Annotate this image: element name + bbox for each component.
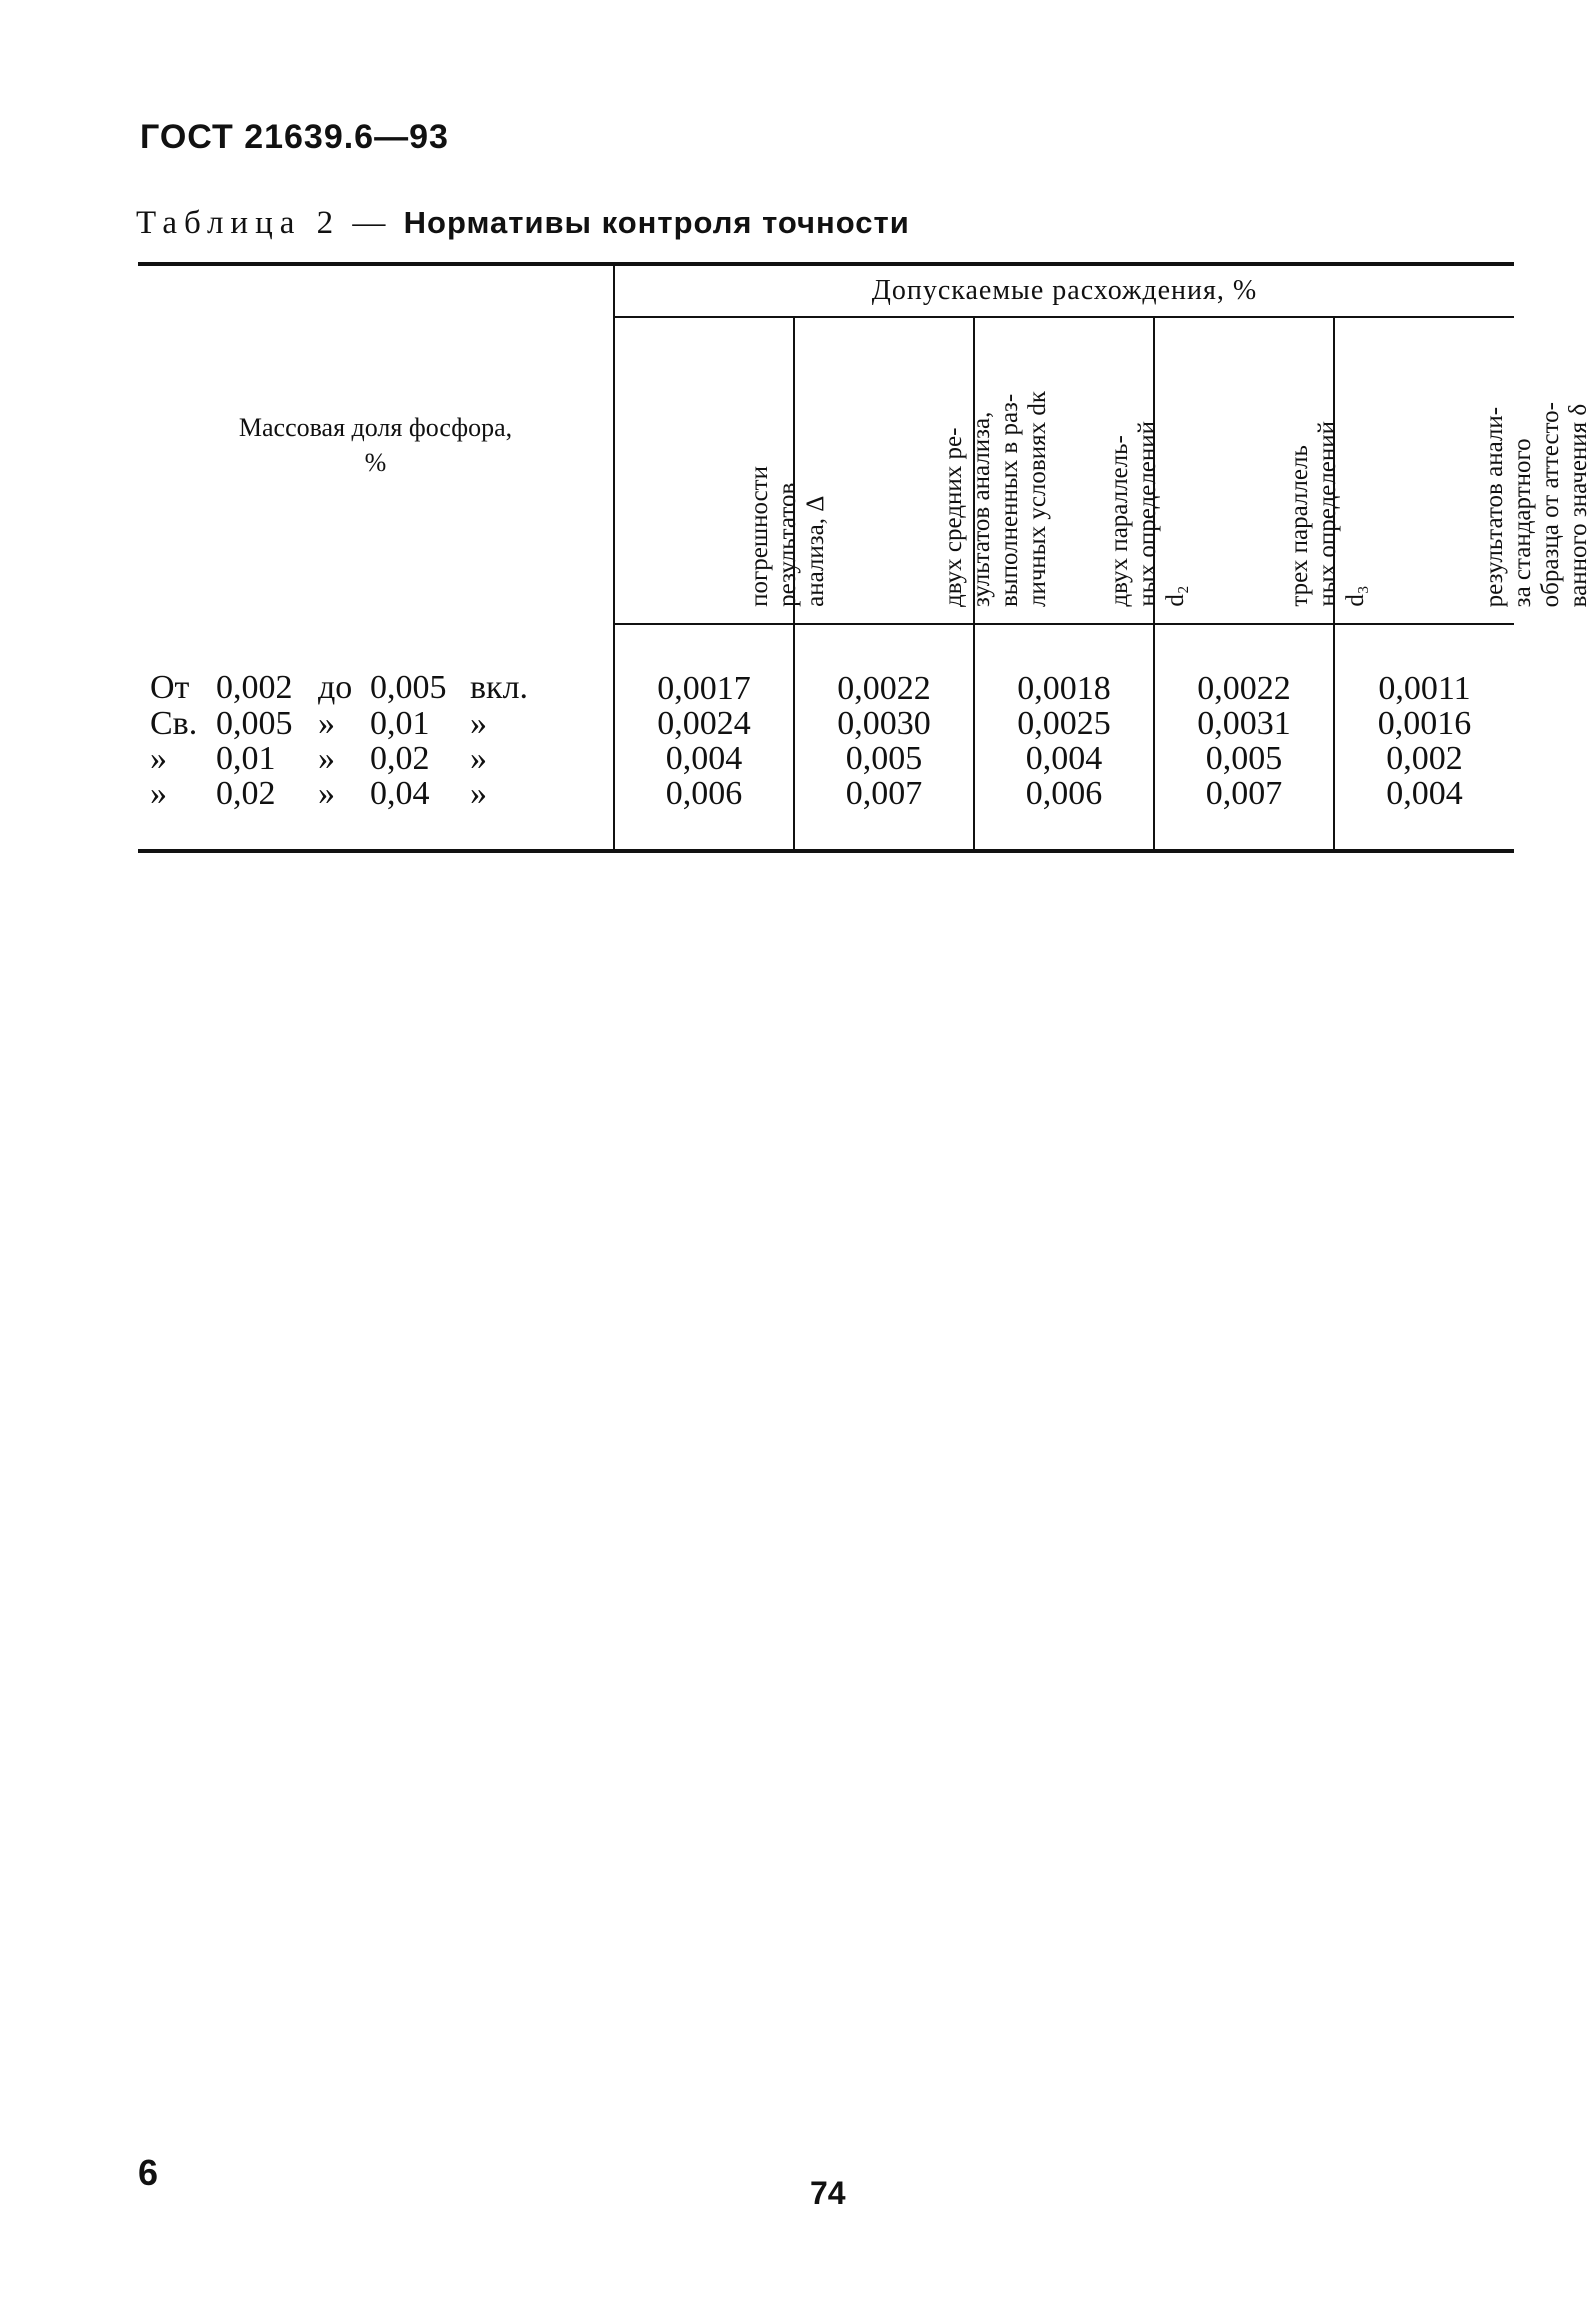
value-cell: 0,0030 [794, 706, 974, 741]
value-cell: 0,005 [794, 741, 974, 776]
column-header-line: двух параллель- [1106, 435, 1133, 607]
value-cell: 0,005 [1154, 741, 1334, 776]
range-suffix: » [470, 705, 487, 742]
range-mid: до [318, 669, 353, 706]
mass-range-cell [138, 776, 614, 851]
column-header-line: анализа, Δ [802, 495, 829, 607]
table-caption-dash: — [352, 205, 386, 241]
column-header-reference-sample [1334, 317, 1592, 624]
table-row [138, 624, 1514, 706]
range-from: 0,005 [216, 705, 293, 742]
value-cell: 0,004 [614, 741, 794, 776]
value-cell: 0,0018 [974, 624, 1154, 706]
range-suffix: » [470, 775, 487, 812]
column-header-line: ных определений [1314, 421, 1341, 607]
value-cell: 0,002 [1334, 741, 1514, 776]
value-cell: 0,0017 [614, 624, 794, 706]
range-mid: » [318, 705, 335, 742]
mass-range-cell [138, 741, 614, 776]
range-mid: » [318, 740, 335, 777]
column-header-line: зультатов анализа, [968, 411, 995, 607]
value-cell: 0,006 [614, 776, 794, 851]
column-header-line: трех параллель [1286, 445, 1313, 607]
mass-fraction-header [138, 264, 614, 624]
table-caption-label: Таблица 2 [136, 205, 341, 241]
column-header-line: d₃ [1342, 585, 1369, 607]
range-suffix: вкл. [470, 669, 529, 706]
range-from: 0,002 [216, 669, 293, 706]
mass-range-cell [138, 624, 614, 706]
column-header-two-parallel [974, 317, 1189, 624]
range-to: 0,005 [370, 669, 447, 706]
norms-table [138, 262, 1592, 853]
column-header-three-parallel [1154, 317, 1369, 624]
value-cell: 0,0024 [614, 706, 794, 741]
document-header: ГОСТ 21639.6—93 [140, 118, 449, 156]
range-prefix: Св. [150, 705, 198, 742]
range-prefix: » [150, 740, 167, 777]
value-cell: 0,0025 [974, 706, 1154, 741]
column-header-accuracy [614, 317, 829, 624]
value-cell: 0,007 [794, 776, 974, 851]
column-header-two-means [794, 317, 1051, 624]
table-caption [136, 205, 910, 242]
range-to: 0,02 [370, 740, 430, 777]
range-to: 0,04 [370, 775, 430, 812]
value-cell: 0,0031 [1154, 706, 1334, 741]
table-row [138, 741, 1514, 776]
table-caption-title: Нормативы контроля точности [403, 205, 910, 240]
value-cell: 0,006 [974, 776, 1154, 851]
column-header-line: личных условиях dк [1024, 390, 1051, 607]
column-header-line: d₂ [1162, 585, 1189, 607]
column-header-line: за стандартного [1508, 438, 1536, 607]
table-row [138, 776, 1514, 851]
mass-fraction-header-unit: % [364, 448, 387, 477]
page-number-left: 6 [138, 2152, 159, 2193]
value-cell: 0,004 [974, 741, 1154, 776]
mass-range-cell [138, 706, 614, 741]
column-header-line: образца от аттесто- [1536, 401, 1564, 607]
range-mid: » [318, 775, 335, 812]
value-cell: 0,0022 [1154, 624, 1334, 706]
mass-fraction-header-line: Массовая доля фосфора, [238, 412, 513, 442]
allowed-discrepancies-header: Допускаемые расхождения, % [614, 264, 1514, 317]
table-row [138, 706, 1514, 741]
page-number-center: 74 [810, 2175, 846, 2211]
column-header-line: ных определений [1134, 421, 1161, 607]
range-prefix: От [150, 669, 190, 706]
value-cell: 0,007 [1154, 776, 1334, 851]
range-to: 0,01 [370, 705, 430, 742]
column-header-line: выполненных в раз- [996, 393, 1023, 607]
table-header-row [138, 264, 1514, 317]
value-cell: 0,0022 [794, 624, 974, 706]
range-from: 0,02 [216, 775, 276, 812]
range-suffix: » [470, 740, 487, 777]
column-header-line: результатов [774, 482, 801, 607]
column-header-line: двух средних ре- [940, 427, 967, 607]
range-from: 0,01 [216, 740, 276, 777]
column-header-line: ванного значения δ [1564, 403, 1592, 607]
value-cell: 0,0016 [1334, 706, 1514, 741]
value-cell: 0,0011 [1334, 624, 1514, 706]
column-header-line: результатов анали- [1480, 406, 1508, 607]
range-prefix: » [150, 775, 167, 812]
value-cell: 0,004 [1334, 776, 1514, 851]
column-header-line: погрешности [746, 466, 773, 607]
